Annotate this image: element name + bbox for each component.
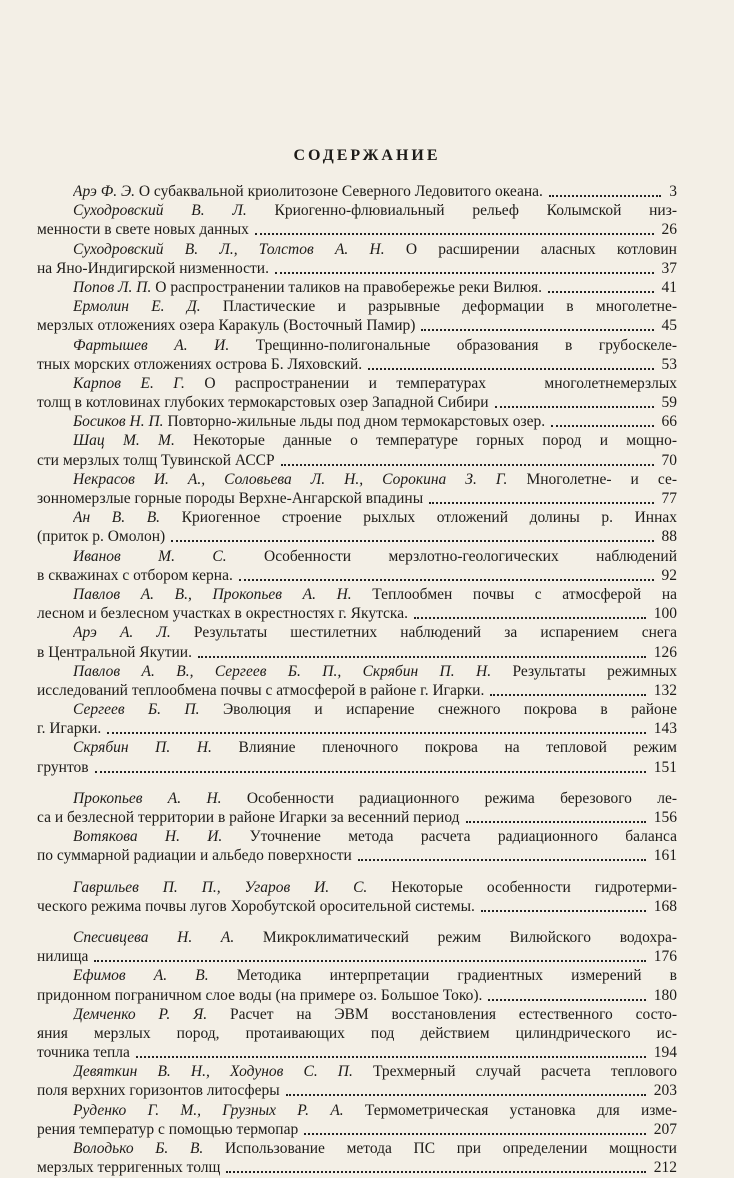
toc-entry-line [37,527,677,546]
toc-entry-author: Демченко Р. Я. [73,1005,208,1023]
toc-entry-line [37,431,677,450]
toc-entry-text: грунтов [37,758,89,776]
toc-entry-author: Суходровский В. Л., Толстов А. Н. [73,240,385,258]
toc-entry-author: Босиков Н. П. [73,413,164,431]
toc-entry [37,508,677,546]
toc-page-number: 92 [661,566,677,584]
toc-entry [37,336,677,374]
toc-entry-text: Ефимов А. В. Методика интерпретации градиентных измерений в [73,967,677,985]
toc-entry-line [37,846,677,865]
toc-entry-author: Руденко Г. М., Грузных Р. А. [73,1101,344,1119]
toc-entry-author: Шац М. М. [73,432,175,450]
toc-page-number: 212 [653,1159,677,1177]
toc-entry-text: в скважинах с отбором керна. [37,566,233,584]
toc-leader-dots [429,489,653,504]
toc-entry-line [37,623,677,642]
toc-entry-line [37,897,677,916]
toc-page-number: 156 [653,809,677,826]
toc-entry-line [37,1158,677,1177]
toc-entry-text: нилища [37,948,89,966]
toc-entry-line [37,662,677,681]
toc-entry-author: Некрасов И. А., Соловьева Л. Н., Сорокина З. Г. [73,470,508,488]
toc-entry [37,1139,677,1177]
toc-leader-dots [239,566,654,581]
toc-entry [37,240,677,278]
toc-page-number: 161 [653,847,677,865]
toc-entry-text: лесном и безлесном участках в окрестностях г. Якутска. [37,605,408,623]
toc-leader-dots [488,986,645,1001]
toc-entry-text: рения температур с помощью термопар [37,1120,299,1138]
toc-entry-line [37,297,677,316]
toc-entry-text: Сергеев Б. П. Эволюция и испарение снежного покрова в районе [73,701,677,719]
toc-entry-text: менности в свете новых данных [37,221,249,239]
toc-entry-text: Арэ А. Л. Результаты шестилетних наблюдений за испарением снега [73,624,677,642]
toc-entry [37,182,677,201]
toc-entry [37,431,677,469]
toc-entry-text: Павлов А. В., Сергеев Б. П., Скрябин П. Н. Результаты режимных [73,662,677,680]
toc-entry-line [37,1120,677,1139]
toc-entry-author: Фартышев А. И. [73,336,230,354]
toc-entry-line [37,240,677,259]
toc-entry-line [37,719,677,738]
toc-leader-dots [304,1120,646,1135]
toc-entry [37,470,677,508]
toc-leader-dots [94,947,645,962]
toc-entry-line [37,182,677,201]
toc-entry-text: Иванов М. С. Особенности мерзлотно-геологических наблюдений [73,547,677,565]
toc-entry-line [37,928,677,947]
toc-entry-text: Демченко Р. Я. Расчет на ЭВМ восстановления естественного состо- [73,1005,677,1023]
toc-entry-text: са и безлесной территории в районе Игарки за весенний период [37,809,460,826]
toc-entry-line [37,336,677,355]
toc-entry-line [37,700,677,719]
toc-entry-line [37,1043,677,1062]
toc-entry-text: на Яно-Индигирской низменности. [37,259,269,277]
toc-entry-text: Гаврильев П. П., Угаров И. С. Некоторые особенности гидротерми- [73,878,677,896]
toc-leader-dots [171,527,653,542]
toc-entry [37,1005,677,1063]
toc-entry-line [37,547,677,566]
toc-entry-author: Ефимов А. В. [73,967,209,985]
toc-entry-text: Ан В. В. Криогенное строение рыхлых отложений долины р. Иннах [73,509,677,527]
toc-entry-line [37,1139,677,1158]
toc-entry-text: Суходровский В. Л., Толстов А. Н. О расширении аласных котловин [73,240,677,258]
toc-entry-text: Босиков Н. П. Повторно-жильные льды под дном термокарстовых озер. [73,413,546,431]
toc-leader-dots [281,451,654,466]
toc-leader-dots [275,259,654,274]
toc-entry-text: в Центральной Якутии. [37,643,192,661]
toc-entry-author: Ан В. В. [73,509,161,527]
toc-entry-line [37,1024,677,1043]
toc-leader-dots [551,412,653,427]
toc-entry-text: мерзлых отложениях озера Каракуль (Восточный Памир) [37,317,416,335]
toc-page-number: 53 [661,355,677,373]
toc-leader-dots [198,643,646,658]
toc-entry-line [37,374,677,393]
toc-entry-text: Суходровский В. Л. Криогенно-флювиальный рельеф Колымской низ- [73,202,677,220]
toc-entry-author: Прокопьев А. Н. [73,789,222,807]
toc-entry-line [37,1062,677,1081]
toc-entry-text: тных морских отложениях острова Б. Ляховский. [37,355,363,373]
toc-page-number: 59 [661,394,677,412]
toc-entry [37,201,677,239]
toc-entry-author: Арэ А. Л. [73,624,171,642]
toc-entry-line [37,278,677,297]
toc-leader-dots [481,897,646,912]
toc-entry-text: Арэ Ф. Э. О субаквальной криолитозоне Северного Ледовитого океана. [73,183,543,200]
toc-entry-line [37,1101,677,1120]
toc-leader-dots [495,393,654,408]
toc-entry-text: исследований теплообмена почвы с атмосферой в районе г. Игарки. [37,681,485,699]
toc-entry-text: Карпов Е. Г. О распространении и температурах многолетнемерзлых [73,374,677,392]
toc-entry-author: Девяткин В. Н., Ходунов С. П. [73,1063,353,1081]
toc-entry-author: Арэ Ф. Э. [73,183,135,200]
toc-leader-dots [368,355,653,370]
toc-entry [37,374,677,412]
table-of-contents [37,182,677,1177]
toc-entry-text: Павлов А. В., Прокопьев А. Н. Теплообмен почвы с атмосферой на [73,585,677,603]
toc-entry [37,1101,677,1139]
toc-entry [37,547,677,585]
toc-entry-text: Шац М. М. Некоторые данные о температуре горных пород и мощно- [73,432,677,450]
toc-leader-dots [107,719,646,734]
toc-page-number: 168 [653,897,677,915]
toc-entry-author: Павлов А. В., Прокопьев А. Н. [73,585,352,603]
toc-entry-line [37,355,677,374]
toc-entry-text: яния мерзлых пород, протаивающих под действием цилиндрического ис- [37,1024,677,1042]
toc-entry-line [37,566,677,585]
toc-entry-line [37,966,677,985]
toc-entry-line [37,604,677,623]
toc-page-number: 70 [661,451,677,469]
toc-page-number: 151 [653,758,677,776]
toc-page-number: 88 [661,528,677,546]
toc-entry [37,700,677,738]
toc-entry-line [37,201,677,220]
toc-leader-dots [255,220,654,235]
toc-leader-dots [286,1081,646,1096]
toc-entry [37,789,677,827]
toc-page-number: 180 [653,986,677,1004]
toc-page-number: 37 [661,259,677,277]
toc-page-number: 3 [669,183,677,200]
toc-entry-author: Володько Б. В. [73,1140,204,1157]
toc-entry-line [37,412,677,431]
toc-entry-author: Павлов А. В., Сергеев Б. П., Скрябин П. Н. [73,662,492,680]
toc-entry-text: зонномерзлые горные породы Верхне-Ангарской впадины [37,490,424,507]
toc-entry-line [37,986,677,1005]
toc-entry [37,827,677,865]
toc-entry-text: Володько Б. В. Использование метода ПС при определении мощности [73,1140,677,1157]
toc-entry-author: Суходровский В. Л. [73,202,247,220]
toc-page-number: 100 [653,605,677,623]
toc-entry [37,1062,677,1100]
toc-entry-line [37,259,677,278]
toc-entry-line [37,508,677,527]
toc-page-number: 126 [653,643,677,661]
toc-entry-text: по суммарной радиации и альбедо поверхности [37,847,352,865]
toc-page-number: 194 [653,1044,677,1062]
toc-entry-line [37,878,677,897]
toc-entry [37,278,677,297]
toc-page-number: 176 [653,948,677,966]
toc-entry-line [37,758,677,777]
toc-leader-dots [414,604,646,619]
toc-entry-text: Спесивцева Н. А. Микроклиматический режим Вилюйского водохра- [73,928,677,946]
toc-entry-line [37,585,677,604]
toc-page-number: 66 [661,413,677,431]
toc-entry-text: точника тепла [37,1044,130,1062]
toc-page-number: 26 [661,221,677,239]
toc-leader-dots [421,316,653,331]
toc-leader-dots [549,182,661,197]
toc-leader-dots [226,1158,645,1173]
toc-entry [37,878,677,916]
toc-entry-line [37,947,677,966]
toc-page-number: 45 [661,317,677,335]
toc-entry-line [37,827,677,846]
toc-entry [37,662,677,700]
toc-entry [37,297,677,335]
toc-entry [37,412,677,431]
toc-entry [37,623,677,661]
toc-entry [37,966,677,1004]
toc-leader-dots [548,278,653,293]
toc-entry-line [37,681,677,700]
toc-leader-dots [358,846,646,861]
toc-entry-text: мерзлых терригенных толщ [37,1159,221,1177]
toc-leader-dots [466,808,646,823]
toc-entry-line [37,489,677,508]
toc-entry-line [37,738,677,757]
toc-entry-author: Скрябин П. Н. [73,739,212,757]
toc-entry-text: сти мерзлых толщ Тувинской АССР [37,451,275,469]
toc-entry-author: Иванов М. С. [73,547,227,565]
toc-entry-text: Некрасов И. А., Соловьева Л. Н., Сорокина З. Г. Многолетне- и се- [73,470,677,488]
toc-entry-text: ческого режима почвы лугов Хоробутской оросительной системы. [37,897,475,915]
toc-entry-author: Вотякова Н. И. [73,828,223,846]
toc-entry-line [37,1005,677,1024]
page-title: СОДЕРЖАНИЕ [293,147,441,164]
toc-entry-author: Ермолин Е. Д. [73,298,201,316]
toc-page-number: 41 [661,278,677,296]
toc-entry-line [37,789,677,808]
toc-leader-dots [490,681,645,696]
toc-entry-text: Прокопьев А. Н. Особенности радиационного режима березового ле- [73,789,677,807]
toc-entry-line [37,470,677,489]
toc-entry [37,928,677,966]
toc-entry [37,738,677,776]
toc-page-number: 143 [653,720,677,738]
toc-entry-line [37,643,677,662]
toc-entry-author: Гаврильев П. П., Угаров И. С. [73,878,368,896]
toc-entry-text: (приток р. Омолон) [37,528,166,546]
toc-entry-text: придонном пограничном слое воды (на примере оз. Большое Токо). [37,986,483,1004]
toc-leader-dots [136,1043,646,1058]
toc-entry-line [37,316,677,335]
toc-leader-dots [95,758,646,773]
toc-entry-line [37,220,677,239]
toc-entry-text: Вотякова Н. И. Уточнение метода расчета радиационного баланса [73,828,677,846]
toc-entry-line [37,1081,677,1100]
toc-entry-line [37,451,677,470]
toc-entry-text: Ермолин Е. Д. Пластические и разрывные деформации в многолетне- [73,298,677,316]
toc-entry [37,585,677,623]
toc-entry-text: г. Игарки. [37,720,102,738]
toc-entry-author: Спесивцева Н. А. [73,928,235,946]
toc-entry-line [37,808,677,827]
toc-entry-text: Скрябин П. Н. Влияние пленочного покрова на тепловой режим [73,739,677,757]
toc-page-number: 203 [653,1082,677,1100]
toc-entry-text: поля верхних горизонтов литосферы [37,1082,280,1100]
toc-entry-text: Фартышев А. И. Трещинно-полигональные образования в грубоскеле- [73,336,677,354]
toc-entry-author: Карпов Е. Г. [73,374,185,392]
toc-entry-text: толщ в котловинах глубоких термокарстовых озер Западной Сибири [37,394,489,412]
toc-page-number: 77 [661,490,677,507]
toc-entry-text: Попов Л. П. О распространении таликов на правобережье реки Вилюя. [73,278,543,296]
toc-page-number: 132 [653,681,677,699]
toc-entry-line [37,393,677,412]
toc-entry-author: Сергеев Б. П. [73,701,200,719]
toc-entry-text: Руденко Г. М., Грузных Р. А. Термометрическая установка для изме- [73,1101,677,1119]
toc-entry-text: Девяткин В. Н., Ходунов С. П. Трехмерный случай расчета теплового [73,1063,677,1081]
toc-entry-author: Попов Л. П. [73,278,152,296]
toc-page-number: 207 [653,1120,677,1138]
